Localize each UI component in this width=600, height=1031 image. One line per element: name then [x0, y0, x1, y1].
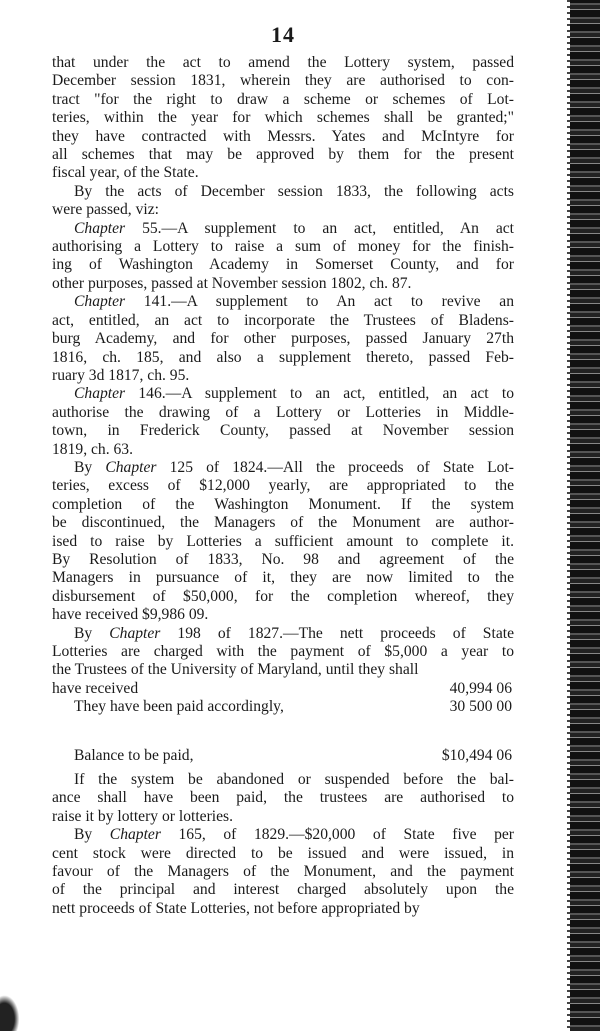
- text-line: Lotteries are charged with the payment of $5,000 a year to: [52, 643, 514, 660]
- text-line: they have contracted with Messrs. Yates and McIntyre for: [52, 127, 514, 145]
- paragraph: [52, 220, 514, 294]
- line-text: 165, of 1829.—$20,000 of State five per: [160, 826, 514, 844]
- text-line: teries, within the year for which schemes shall be granted;": [52, 109, 514, 127]
- text-line: fiscal year, of the State.: [52, 164, 199, 182]
- text-line: [52, 826, 514, 844]
- text-line: teries, excess of $12,000 yearly, are appropriated to the: [52, 477, 514, 495]
- ledger-row: [52, 698, 514, 716]
- lead-text: By: [74, 826, 110, 844]
- ledger-table: [52, 680, 514, 771]
- line-text: 141.—A supplement to An act to revive an: [125, 293, 514, 311]
- text-line: town, in Frederick County, passed at November session: [52, 422, 514, 440]
- lead-text: By: [74, 624, 110, 642]
- text-line: of the principal and interest charged absolutely upon the: [52, 881, 514, 899]
- ledger-row: [52, 680, 514, 698]
- text-line: nett proceeds of State Lotteries, not before appropriated by: [52, 899, 420, 917]
- text-line: ing of Washington Academy in Somerset County, and for: [52, 256, 514, 274]
- text-line: [52, 385, 514, 403]
- body-text-upper: [52, 54, 514, 680]
- paragraph: [52, 385, 514, 459]
- ledger-row: [52, 747, 514, 765]
- chapter-label: Chapter: [109, 826, 161, 844]
- text-line: act, entitled, an act to incorporate the Trustees of Bladens-: [52, 311, 514, 329]
- text-line: that under the act to amend the Lottery system, passed: [52, 54, 514, 71]
- ledger-amount: 30 500 00: [449, 698, 512, 716]
- text-line: other purposes, passed at November session 1802, ch. 87.: [52, 274, 412, 292]
- document-page: [52, 22, 514, 918]
- text-line: burg Academy, and for other purposes, passed January 27th: [52, 330, 514, 348]
- text-line: Managers in pursuance of it, they are now limited to the: [52, 569, 514, 587]
- ledger-spacer: [52, 717, 514, 747]
- text-line: tract "for the right to draw a scheme or schemes of Lot-: [52, 90, 514, 108]
- text-line: ised to raise by Lotteries a sufficient amount to complete it.: [52, 532, 514, 550]
- text-line: favour of the Managers of the Monument, and the payment: [52, 863, 514, 881]
- text-line: 1819, ch. 63.: [52, 440, 133, 458]
- paragraph: [52, 826, 514, 918]
- paragraph: [52, 183, 514, 220]
- book-binding-edge: [570, 0, 600, 1031]
- text-line: completion of the Washington Monument. If the system: [52, 495, 514, 513]
- text-line: By the acts of December session 1833, the following acts: [74, 182, 514, 200]
- line-text: 198 of 1827.—The nett proceeds of State: [160, 624, 514, 642]
- line-text: 146.—A supplement to an act, entitled, an act to: [125, 385, 514, 403]
- text-line: ance shall have been paid, the trustees are authorised to: [52, 789, 514, 807]
- lead-text: By: [74, 458, 106, 476]
- text-line: [52, 459, 514, 477]
- body-text-lower: [52, 771, 514, 918]
- paragraph: [52, 459, 514, 625]
- page-number: 14: [271, 22, 295, 47]
- line-text: 125 of 1824.—All the proceeds of State Lot-: [156, 458, 514, 476]
- text-line: December session 1831, wherein they are authorised to con-: [52, 72, 514, 90]
- text-line: By Resolution of 1833, No. 98 and agreement of the: [52, 550, 514, 568]
- text-line: raise it by lottery or lotteries.: [52, 807, 234, 825]
- text-line: authorising a Lottery to raise a sum of money for the finish-: [52, 238, 514, 256]
- text-line: were passed, viz:: [52, 201, 159, 219]
- text-line: all schemes that may be approved by them for the present: [52, 146, 514, 164]
- ledger-amount: $10,494 06: [441, 746, 512, 764]
- text-line: the Trustees of the University of Maryland, until they shall: [52, 661, 419, 679]
- line-text: 55.—A supplement to an act, entitled, An act: [125, 219, 514, 237]
- paragraph: [52, 54, 514, 183]
- text-line: [52, 293, 514, 311]
- text-line: [52, 625, 514, 643]
- page-gutter: [567, 0, 570, 1031]
- paragraph: [52, 293, 514, 385]
- text-line: [52, 220, 514, 238]
- text-line: If the system be abandoned or suspended before the bal-: [74, 771, 514, 789]
- paragraph: [52, 625, 514, 680]
- ledger-label: have received: [52, 679, 139, 697]
- chapter-label: Chapter: [74, 385, 126, 403]
- text-line: have received $9,986 09.: [52, 606, 209, 624]
- ledger-amount: 40,994 06: [449, 679, 512, 697]
- ledger-label: Balance to be paid,: [74, 746, 194, 764]
- chapter-label: Chapter: [109, 624, 161, 642]
- chapter-label: Chapter: [105, 458, 157, 476]
- text-line: authorise the drawing of a Lottery or Lotteries in Middle-: [52, 403, 514, 421]
- text-line: cent stock were directed to be issued and were issued, in: [52, 844, 514, 862]
- ledger-label: They have been paid accordingly,: [74, 698, 284, 716]
- text-line: disbursement of $50,000, for the completion whereof, they: [52, 587, 514, 605]
- text-line: 1816, ch. 185, and also a supplement thereto, passed Feb-: [52, 348, 514, 366]
- chapter-label: Chapter: [74, 293, 126, 311]
- chapter-label: Chapter: [74, 219, 126, 237]
- corner-ink-blot: [0, 991, 22, 1031]
- paragraph: [52, 771, 514, 826]
- text-line: be discontinued, the Managers of the Monument are author-: [52, 514, 514, 532]
- text-line: ruary 3d 1817, ch. 95.: [52, 366, 190, 384]
